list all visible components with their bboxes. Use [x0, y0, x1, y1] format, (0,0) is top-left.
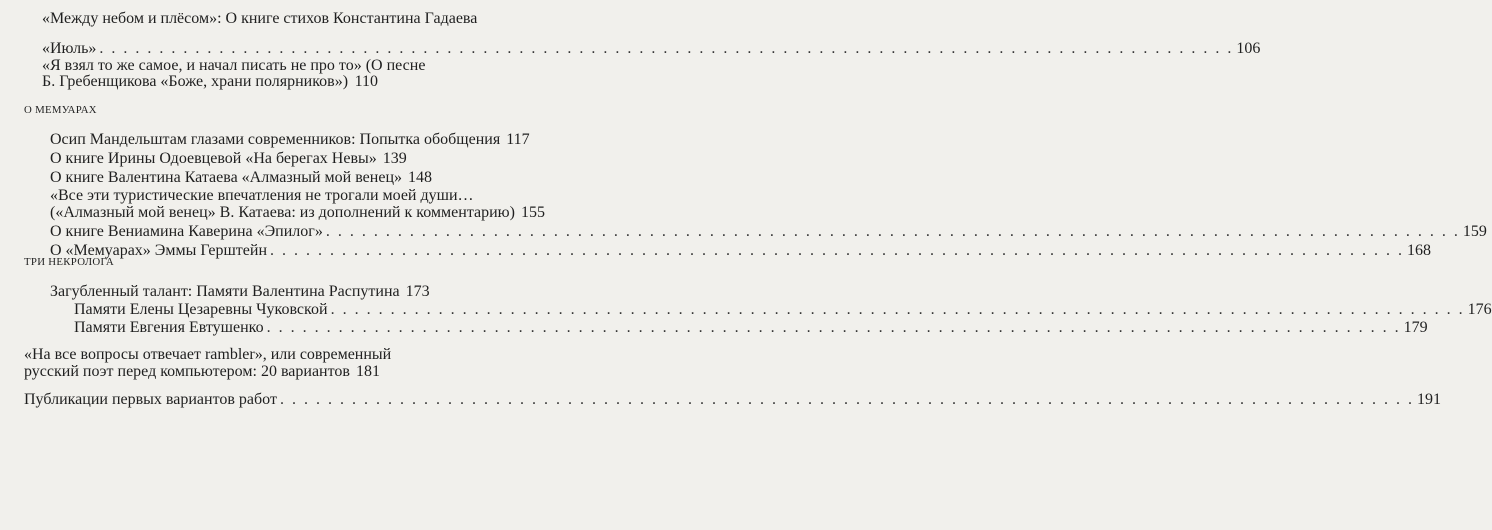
- toc-line: [50, 223, 1487, 241]
- toc-line: [24, 346, 391, 364]
- toc-entry-title: «Я взял то же самое, и начал писать не про то» (О песне: [42, 57, 426, 74]
- toc-page-number: 117: [506, 131, 530, 148]
- toc-entry-title: О книге Ирины Одоевцевой «На берегах Невы»: [50, 150, 377, 167]
- toc-line: [42, 73, 378, 91]
- toc-entry-title: «Все эти туристические впечатления не трогали моей души…: [50, 187, 474, 204]
- toc-entry-title: Публикации первых вариантов работ: [24, 391, 277, 408]
- toc-entry-title: Памяти Елены Цезаревны Чуковской: [74, 301, 328, 318]
- leader-dots: [270, 242, 1404, 260]
- toc-entry-title: русский поэт перед компьютером: 20 вариантов: [24, 363, 350, 380]
- toc-page-number: 173: [405, 283, 430, 300]
- section-heading-memoirs: О МЕМУАРАХ: [24, 104, 97, 116]
- toc-entry-title: «На все вопросы отвечает rambler», или современный: [24, 346, 392, 363]
- toc-page-number: 181: [355, 363, 380, 380]
- toc-line: [50, 150, 407, 168]
- toc-line: [24, 363, 378, 381]
- toc-entry-title: Б. Гребенщикова «Боже, храни полярников»): [42, 73, 349, 90]
- toc-page-number: 139: [382, 150, 407, 167]
- toc-page-number: 110: [354, 73, 378, 90]
- toc-page-number: 191: [1416, 391, 1441, 408]
- toc-line: [50, 169, 432, 187]
- toc-page-number: 106: [1236, 40, 1261, 57]
- toc-line: [50, 283, 430, 301]
- toc-entry-title: О книге Валентина Катаева «Алмазный мой венец»: [50, 169, 402, 186]
- toc-line: [42, 10, 477, 28]
- leader-dots: [280, 391, 1414, 409]
- toc-line: [50, 204, 545, 222]
- toc-line: [50, 187, 474, 205]
- toc-line: [74, 319, 1428, 337]
- leader-dots: [267, 319, 1401, 337]
- toc-entry-title: Памяти Евгения Евтушенко: [74, 319, 264, 336]
- toc-page-number: 159: [1462, 223, 1487, 240]
- toc-entry-title: Загубленный талант: Памяти Валентина Распутина: [50, 283, 400, 300]
- toc-line: [50, 131, 530, 149]
- leader-dots: [99, 40, 1233, 58]
- toc-page-number: 155: [520, 204, 545, 221]
- toc-page-number: 179: [1403, 319, 1428, 336]
- toc-entry-title: («Алмазный мой венец» В. Катаева: из дополнений к комментарию): [50, 204, 515, 221]
- toc-line: [42, 40, 1261, 58]
- toc-line: [24, 391, 1441, 409]
- toc-entry-title: «Июль»: [42, 40, 97, 57]
- toc-entry-title: О «Мемуарах» Эммы Герштейн: [50, 242, 268, 259]
- leader-dots: [351, 73, 352, 91]
- toc-entry-title: Осип Мандельштам глазами современников: Попытка обобщения: [50, 131, 501, 148]
- leader-dots: [326, 223, 1460, 241]
- toc-page-number: 176: [1467, 301, 1492, 318]
- toc-line: [74, 301, 1492, 319]
- section-heading-obituaries: ТРИ НЕКРОЛОГА: [24, 256, 114, 268]
- leader-dots: [331, 301, 1465, 319]
- toc-page-number: 148: [408, 169, 432, 186]
- toc-entry-title: О книге Вениамина Каверина «Эпилог»: [50, 223, 323, 240]
- toc-page-number: 168: [1407, 242, 1432, 259]
- toc-entry-title: «Между небом и плёсом»: О книге стихов Константина Гадаева: [42, 10, 478, 27]
